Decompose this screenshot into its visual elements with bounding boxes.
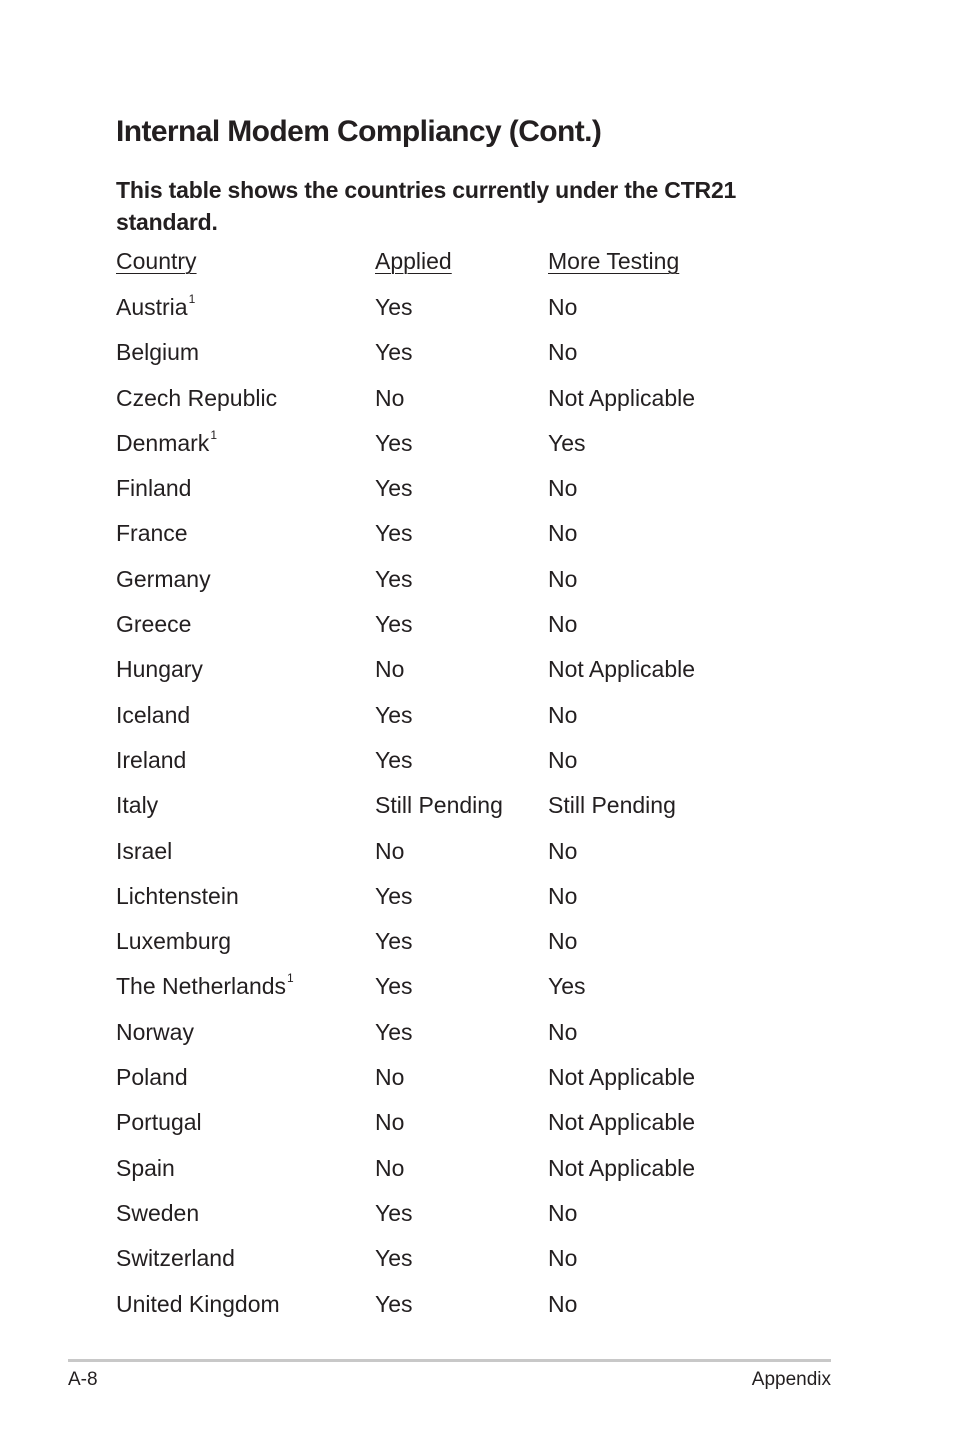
table-header-row [116,243,816,289]
country-cell [116,334,199,370]
country-name: Switzerland [116,1245,235,1272]
more-testing-cell: No [548,339,578,366]
table-row [116,1195,816,1240]
applied-cell: Yes [375,701,413,728]
country-cell [116,289,195,329]
more-testing-cell: Not Applicable [548,1109,696,1136]
applied-cell: No [375,1154,405,1181]
country-name: Finland [116,475,192,502]
more-testing-cell: Yes [548,429,586,456]
footnote-marker: 1 [210,427,217,442]
applied-cell: No [375,837,405,864]
table-row [116,1286,816,1331]
applied-cell: Yes [375,475,413,502]
more-testing-cell: No [548,1290,578,1317]
country-name: Sweden [116,1199,200,1226]
table-row [116,1240,816,1285]
country-name: Iceland [116,701,191,728]
header-applied: Applied [375,248,452,274]
more-testing-cell: No [548,746,578,773]
more-testing-cell: No [548,565,578,592]
table-body [116,289,816,1331]
country-cell [116,833,172,869]
more-testing-cell: No [548,1245,578,1272]
table-row [116,515,816,560]
applied-cell: Yes [375,928,413,955]
more-testing-cell: No [548,1199,578,1226]
table-row [116,380,816,425]
country-cell [116,878,239,914]
more-testing-cell: Not Applicable [548,1154,696,1181]
country-cell [116,1286,280,1322]
more-testing-cell: No [548,294,578,320]
country-name: Lichtenstein [116,882,239,909]
more-testing-cell: No [548,701,578,728]
country-name: Hungary [116,656,203,683]
more-testing-cell: No [548,475,578,502]
table-row [116,289,816,334]
more-testing-cell: No [548,1018,578,1045]
applied-cell: No [375,656,405,683]
table-row [116,1014,816,1059]
country-name: Portugal [116,1109,202,1136]
country-cell [116,425,217,465]
country-name: France [116,520,188,547]
table-row [116,697,816,742]
more-testing-cell: Not Applicable [548,1064,696,1091]
applied-cell: Yes [375,565,413,592]
country-name: Germany [116,565,211,592]
page-number: A-8 [68,1369,98,1390]
country-name: Poland [116,1064,188,1091]
page-title: Internal Modem Compliancy (Cont.) [116,115,602,148]
table-row [116,425,816,470]
applied-cell: No [375,1064,405,1091]
applied-cell: No [375,384,405,411]
more-testing-cell: No [548,882,578,909]
more-testing-cell: Not Applicable [548,384,696,411]
applied-cell: No [375,1109,405,1136]
country-cell [116,1014,194,1050]
table-row [116,833,816,878]
country-name: Luxemburg [116,928,232,955]
more-testing-cell: No [548,837,578,864]
more-testing-cell: No [548,928,578,955]
country-name: Czech Republic [116,384,278,411]
table-row [116,787,816,832]
applied-cell: Yes [375,294,413,320]
country-cell [116,1059,188,1095]
more-testing-cell: Still Pending [548,792,676,819]
section-name: Appendix [751,1369,831,1390]
applied-cell: Yes [375,1018,413,1045]
applied-cell: Yes [375,1199,413,1226]
country-cell [116,651,203,687]
applied-cell: Yes [375,1290,413,1317]
country-name: Norway [116,1018,194,1045]
country-name: United Kingdom [116,1290,280,1317]
header-more-testing: More Testing [548,248,680,274]
applied-cell: Yes [375,339,413,366]
header-country: Country [116,248,197,274]
country-cell [116,515,188,551]
country-name: Greece [116,611,192,638]
table-row [116,878,816,923]
table-row [116,1059,816,1104]
table-row [116,561,816,606]
table-row [116,923,816,968]
country-cell [116,380,277,416]
country-cell [116,697,190,733]
table-row [116,606,816,651]
country-name: The Netherlands [116,973,287,1000]
table-row [116,1150,816,1195]
country-cell [116,923,231,959]
table-row [116,742,816,787]
footnote-marker: 1 [188,292,196,306]
country-name: Denmark [116,429,210,456]
country-cell [116,968,294,1008]
country-cell [116,561,211,597]
applied-cell: Yes [375,1245,413,1272]
footer-divider [68,1359,831,1362]
table-row [116,470,816,515]
table-row [116,1104,816,1149]
footnote-marker: 1 [287,971,294,986]
country-name: Ireland [116,746,187,773]
country-name: Belgium [116,339,200,366]
ctr21-country-table [116,243,816,1331]
country-cell [116,470,191,506]
country-name: Israel [116,837,173,864]
applied-cell: Yes [375,746,413,773]
more-testing-cell: No [548,520,578,547]
more-testing-cell: Yes [548,973,586,1000]
more-testing-cell: No [548,611,578,638]
more-testing-cell: Not Applicable [548,656,696,683]
country-name: Austria [116,294,188,320]
applied-cell: Still Pending [375,792,503,819]
country-cell [116,1240,235,1276]
table-row [116,334,816,379]
table-row [116,651,816,696]
table-row [116,968,816,1013]
country-name: Italy [116,792,159,819]
country-cell [116,787,158,823]
applied-cell: Yes [375,611,413,638]
applied-cell: Yes [375,973,413,1000]
table-description: This table shows the countries currently under the CTR21 standard. [116,177,737,235]
country-cell [116,1150,175,1186]
applied-cell: Yes [375,520,413,547]
country-cell [116,1104,202,1140]
country-name: Spain [116,1154,175,1181]
country-cell [116,606,191,642]
applied-cell: Yes [375,429,413,456]
country-cell [116,1195,199,1231]
applied-cell: Yes [375,882,413,909]
country-cell [116,742,186,778]
